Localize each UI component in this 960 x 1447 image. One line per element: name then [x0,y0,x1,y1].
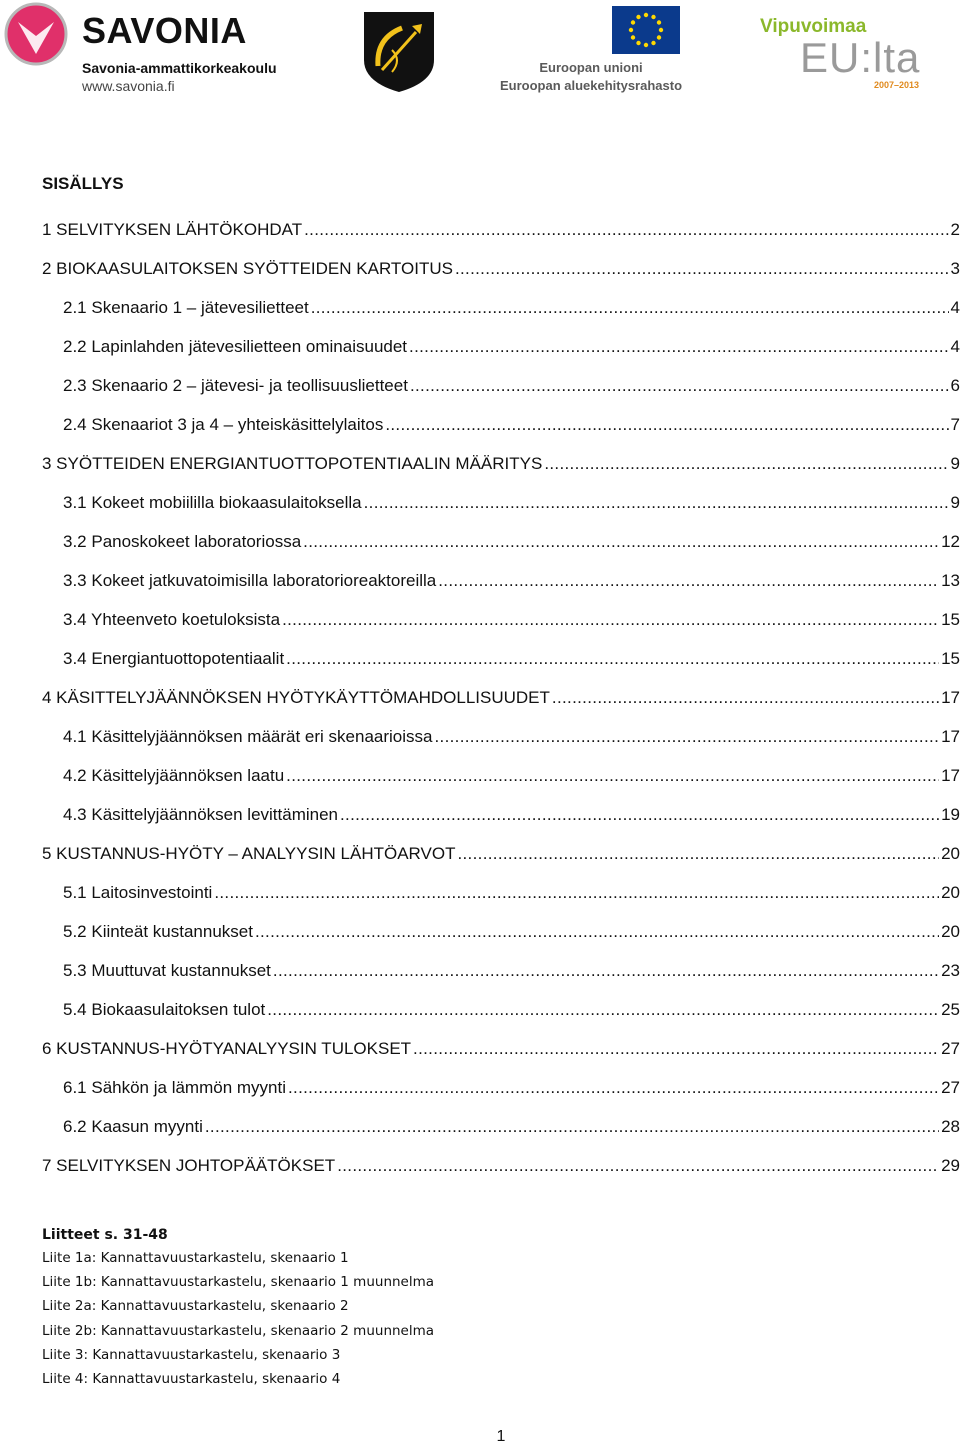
vipuvoimaa-eu: EU:lta [800,34,921,81]
toc-dot-leader [273,961,939,981]
toc-dot-leader [288,1078,939,1098]
toc-entry-title: 3.4 Yhteenveto koetuloksista [63,610,281,629]
toc-dot-leader [410,376,949,396]
toc-entry-title: 5.3 Muuttuvat kustannukset [63,961,271,980]
toc-dot-leader [340,805,939,825]
toc-dot-leader [286,766,939,786]
toc-dot-leader [311,298,949,318]
toc-dot-leader [455,259,949,279]
savonia-logo [4,2,304,98]
toc-entry-title: 2.2 Lapinlahden jätevesilietteen ominaisuudet [63,337,408,356]
attachments-heading: Liitteet s. 31-48 [42,1227,168,1243]
toc-entry-title: 4.1 Käsittelyjäännöksen määrät eri skenaarioissa [63,727,433,746]
savonia-url: www.savonia.fi [82,78,175,94]
toc-dot-leader [337,1156,939,1176]
table-of-contents [42,220,960,1195]
toc-entry[interactable] [42,571,960,610]
toc-entry-title: 5.4 Biokaasulaitoksen tulot [63,1000,266,1019]
eu-logo [498,6,688,96]
toc-dot-leader [205,1117,939,1137]
toc-entry-title: 3.1 Kokeet mobiililla biokaasulaitoksella [63,493,362,512]
toc-dot-leader [303,532,939,552]
toc-entry[interactable] [42,805,960,844]
toc-entry[interactable] [42,610,960,649]
toc-entry-page: 2 [950,220,960,239]
toc-entry-page: 15 [941,649,960,668]
toc-entry[interactable] [42,259,960,298]
toc-entry-page: 6 [950,376,960,395]
toc-entry[interactable] [42,727,960,766]
savonia-subtitle: Savonia-ammattikorkeakoulu [82,60,277,76]
toc-entry-page: 4 [950,298,960,317]
attachment-item: Liite 2b: Kannattavuustarkastelu, skenaario 2 muunnelma [42,1322,435,1339]
toc-entry[interactable] [42,532,960,571]
toc-entry-title: 2.4 Skenaariot 3 ja 4 – yhteiskäsittelylaitos [63,415,384,434]
toc-heading: SISÄLLYS [42,174,124,193]
toc-entry[interactable] [42,298,960,337]
toc-dot-leader [255,922,939,942]
toc-entry-page: 17 [941,688,960,707]
vipuvoimaa-title: Vipuvoimaa [760,16,867,37]
attachment-item: Liite 1b: Kannattavuustarkastelu, skenaario 1 muunnelma [42,1274,435,1291]
toc-dot-leader [552,688,939,708]
toc-entry-title: 5.2 Kiinteät kustannukset [63,922,253,941]
toc-entry-title: 6.1 Sähkön ja lämmön myynti [63,1078,286,1097]
toc-entry-title: 6.2 Kaasun myynti [63,1117,203,1136]
toc-dot-leader [409,337,949,357]
toc-entry-page: 20 [941,844,960,863]
toc-entry[interactable] [42,454,960,493]
attachment-item: Liite 1a: Kannattavuustarkastelu, skenaario 1 [42,1250,349,1266]
toc-entry-page: 29 [941,1156,960,1175]
toc-dot-leader [457,844,939,864]
toc-dot-leader [438,571,939,591]
toc-entry[interactable] [42,337,960,376]
attachment-item: Liite 3: Kannattavuustarkastelu, skenaario 3 [42,1346,341,1363]
toc-entry-title: 7 SELVITYKSEN JOHTOPÄÄTÖKSET [42,1156,336,1175]
page-number: 1 [496,1428,506,1445]
toc-entry[interactable] [42,649,960,688]
toc-entry-page: 27 [941,1039,960,1058]
toc-entry-page: 12 [941,532,960,551]
toc-entry-title: 3.4 Energiantuottopotentiaalit [63,649,285,668]
toc-entry-page: 13 [941,571,960,590]
toc-entry-title: 4.2 Käsittelyjäännöksen laatu [63,766,285,785]
toc-entry[interactable] [42,766,960,805]
toc-dot-leader [413,1039,939,1059]
toc-entry-title: 5.1 Laitosinvestointi [63,883,213,902]
toc-entry-page: 17 [941,727,960,746]
vipuvoimaa-logo [758,14,928,94]
toc-entry-page: 28 [941,1117,960,1136]
toc-entry-title: 6 KUSTANNUS-HYÖTYANALYYSIN TULOKSET [42,1039,412,1058]
attachment-item: Liite 4: Kannattavuustarkastelu, skenaario 4 [42,1370,341,1387]
toc-entry-title: 2.1 Skenaario 1 – jätevesilietteet [63,298,309,317]
toc-entry-page: 20 [941,922,960,941]
toc-dot-leader [282,610,939,630]
toc-dot-leader [434,727,939,747]
toc-entry-title: 2.3 Skenaario 2 – jätevesi- ja teollisuuslietteet [63,376,408,395]
toc-dot-leader [267,1000,939,1020]
toc-dot-leader [286,649,939,669]
toc-entry[interactable] [42,220,960,259]
toc-entry-page: 27 [941,1078,960,1097]
toc-entry[interactable] [42,1000,960,1039]
toc-entry-page: 19 [941,805,960,824]
lapinlahti-crest-icon [362,10,436,94]
toc-dot-leader [364,493,949,513]
toc-entry[interactable] [42,376,960,415]
toc-dot-leader [304,220,948,240]
toc-entry-page: 15 [941,610,960,629]
toc-entry-title: 3.3 Kokeet jatkuvatoimisilla laboratorioreaktoreilla [63,571,437,590]
toc-entry[interactable] [42,844,960,883]
toc-entry[interactable] [42,415,960,454]
toc-entry[interactable] [42,883,960,922]
vipuvoimaa-years: 2007–2013 [874,80,920,90]
toc-entry-page: 9 [950,454,960,473]
savonia-mark-icon [4,2,68,66]
toc-entry-page: 9 [950,493,960,512]
toc-entry-page: 7 [950,415,960,434]
toc-dot-leader [385,415,948,435]
toc-entry-title: 3 SYÖTTEIDEN ENERGIANTUOTTOPOTENTIAALIN MÄÄRITYS [42,454,543,473]
toc-entry[interactable] [42,1117,960,1156]
toc-entry-title: 2 BIOKAASULAITOKSEN SYÖTTEIDEN KARTOITUS [42,259,453,278]
toc-entry-page: 20 [941,883,960,902]
attachments-list [42,1250,434,1395]
toc-dot-leader [544,454,948,474]
eu-flag-icon [612,6,680,54]
toc-entry[interactable] [42,688,960,727]
toc-entry[interactable] [42,961,960,1000]
toc-entry-page: 3 [950,259,960,278]
toc-entry[interactable] [42,922,960,961]
eu-union-label: Euroopan unioni [539,60,643,75]
toc-entry[interactable] [42,1039,960,1078]
toc-entry-page: 25 [941,1000,960,1019]
toc-entry-title: 4 KÄSITTELYJÄÄNNÖKSEN HYÖTYKÄYTTÖMAHDOLLISUUDET [42,688,550,707]
toc-entry[interactable] [42,1078,960,1117]
toc-entry-title: 1 SELVITYKSEN LÄHTÖKOHDAT [42,220,303,239]
attachment-item: Liite 2a: Kannattavuustarkastelu, skenaario 2 [42,1298,349,1315]
toc-entry-title: 4.3 Käsittelyjäännöksen levittäminen [63,805,338,824]
toc-entry[interactable] [42,1156,960,1195]
savonia-name: SAVONIA [82,10,247,51]
eu-fund-label: Euroopan aluekehitysrahasto [499,78,683,93]
toc-entry-page: 4 [950,337,960,356]
toc-entry-page: 17 [941,766,960,785]
toc-entry-title: 3.2 Panoskokeet laboratoriossa [63,532,302,551]
toc-entry-page: 23 [941,961,960,980]
toc-entry[interactable] [42,493,960,532]
toc-dot-leader [214,883,939,903]
toc-entry-title: 5 KUSTANNUS-HYÖTY – ANALYYSIN LÄHTÖARVOT [42,844,456,863]
